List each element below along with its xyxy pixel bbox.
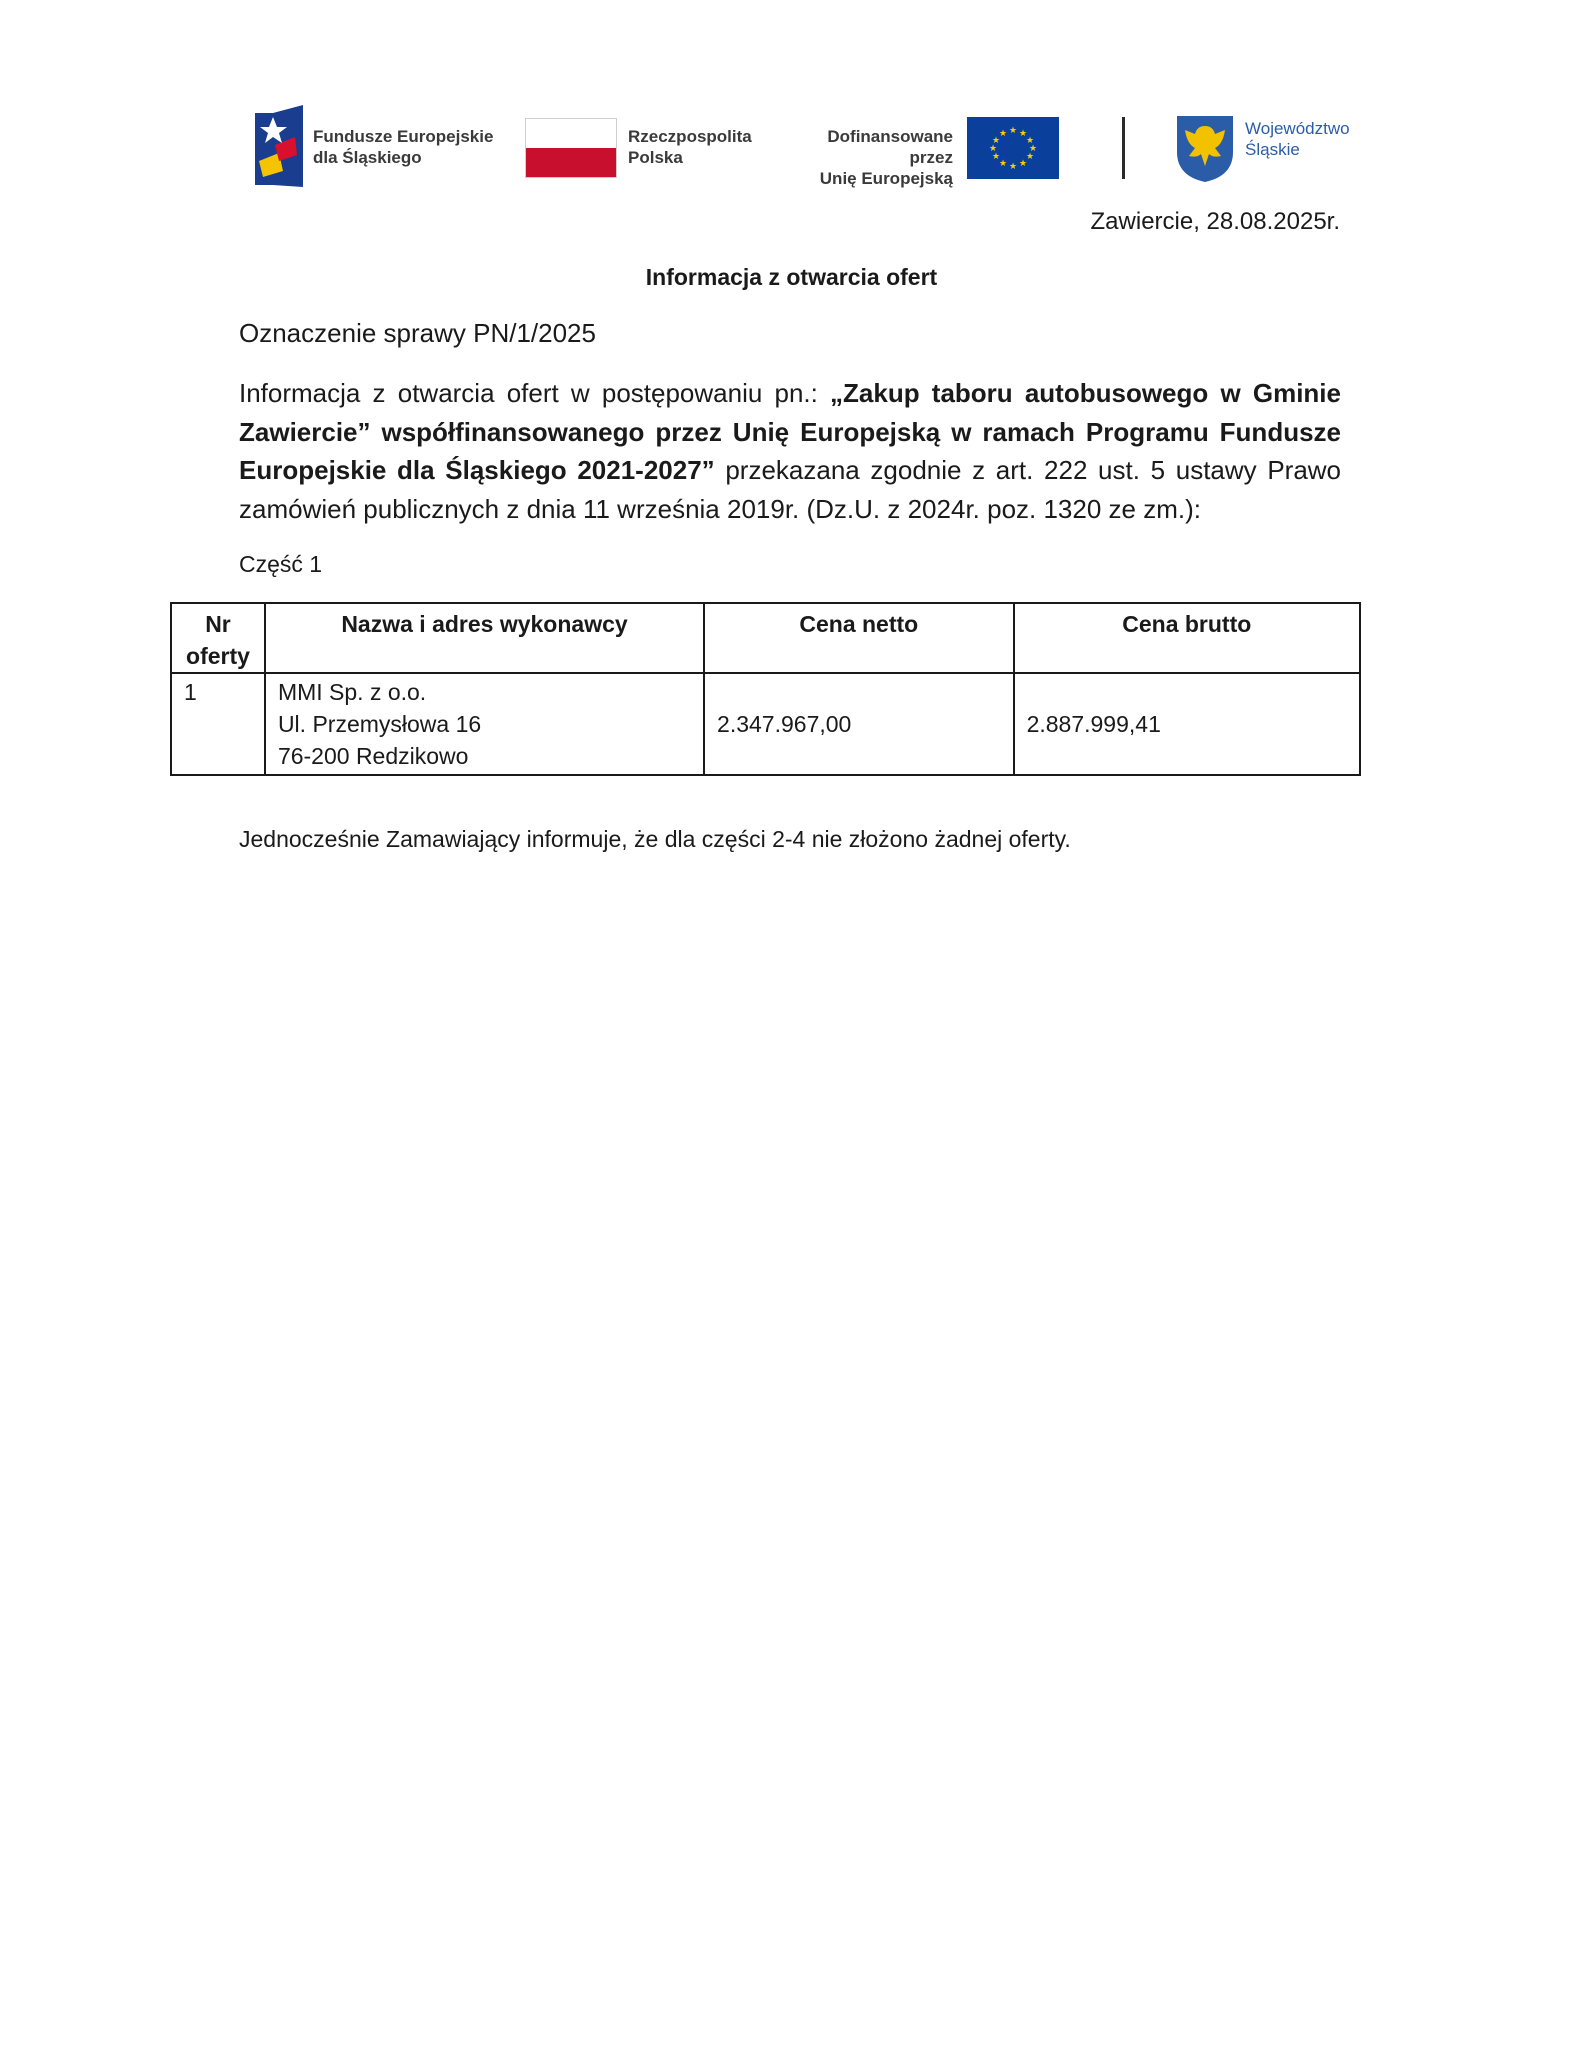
eu-logo-text: [783, 126, 953, 189]
header-name: Nazwa i adres wykonawcy: [265, 603, 704, 673]
polish-flag-icon: [525, 118, 617, 178]
svg-text:★: ★: [1008, 126, 1018, 136]
header-nr: Nr oferty: [171, 603, 265, 673]
intro-tail: przekazana zgodnie z art. 222 ust. 5 ustawy Prawo zamówień publicznych z dnia 11 września 2019r. (Dz.U. z 2024r. poz. 1320 ze zm.):: [239, 455, 1342, 524]
contractor-street: Ul. Przemysłowa 16: [277, 711, 482, 737]
offers-table: [170, 602, 1361, 776]
svg-text:★: ★: [1018, 159, 1028, 169]
silesia-coat-of-arms-icon: [1175, 114, 1235, 184]
sl-line2: Śląskie: [1245, 140, 1300, 159]
closing-note: Jednocześnie Zamawiający informuje, że dla części 2-4 nie złożono żadnej oferty.: [239, 826, 1071, 852]
cell-net-price: 2.347.967,00: [704, 673, 1014, 775]
table-row: [171, 673, 1360, 775]
contractor-name: MMI Sp. z o.o.: [277, 679, 427, 705]
part-label: Część 1: [239, 551, 323, 577]
eu-line2: Unię Europejską: [819, 169, 953, 188]
contractor-city: 76-200 Redzikowo: [277, 743, 469, 769]
pl-line2: Polska: [628, 148, 683, 167]
svg-text:★: ★: [1008, 162, 1018, 172]
case-reference: Oznaczenie sprawy PN/1/2025: [239, 318, 596, 348]
intro-lead: Informacja z otwarcia ofert w postępowaniu pn.:: [239, 378, 831, 408]
pl-logo-text: [628, 126, 752, 168]
svg-text:★: ★: [991, 152, 1001, 162]
cell-nr: 1: [171, 673, 265, 775]
svg-text:★: ★: [998, 129, 1008, 139]
header-gross: Cena brutto: [1014, 603, 1360, 673]
svg-text:★: ★: [998, 159, 1008, 169]
svg-text:★: ★: [1025, 136, 1035, 146]
svg-text:★: ★: [988, 144, 998, 154]
document-date: Zawiercie, 28.08.2025r.: [1090, 208, 1340, 235]
svg-text:★: ★: [1018, 129, 1028, 139]
sl-line1: Województwo: [1245, 119, 1350, 138]
header-net: Cena netto: [704, 603, 1014, 673]
logo-divider: [1122, 117, 1125, 179]
pl-line1: Rzeczpospolita: [628, 127, 752, 146]
cell-gross-price: 2.887.999,41: [1014, 673, 1360, 775]
svg-text:★: ★: [1025, 152, 1035, 162]
table-header-row: [171, 603, 1360, 673]
svg-text:★: ★: [1028, 144, 1038, 154]
fe-line2: dla Śląskiego: [313, 148, 422, 167]
fe-logo-text: [313, 126, 493, 168]
sl-logo-text: [1245, 118, 1350, 160]
logo-bar: [245, 100, 1370, 200]
intro-paragraph: [239, 374, 1341, 528]
eu-flag-icon: [967, 117, 1059, 179]
eu-line1: Dofinansowane przez: [827, 127, 953, 167]
intro-project-name: „Zakup taboru autobusowego w Gminie Zawiercie” współfinansowanego przez Unię Europejską w ramach Programu Fundusze Europejskie dla Śląskiego 2021-2027”: [239, 378, 1341, 485]
document-title: Informacja z otwarcia ofert: [645, 264, 938, 290]
fe-line1: Fundusze Europejskie: [313, 127, 494, 146]
cell-contractor: [265, 673, 704, 775]
svg-text:★: ★: [991, 136, 1001, 146]
fundusze-europejskie-logo: [255, 105, 305, 187]
